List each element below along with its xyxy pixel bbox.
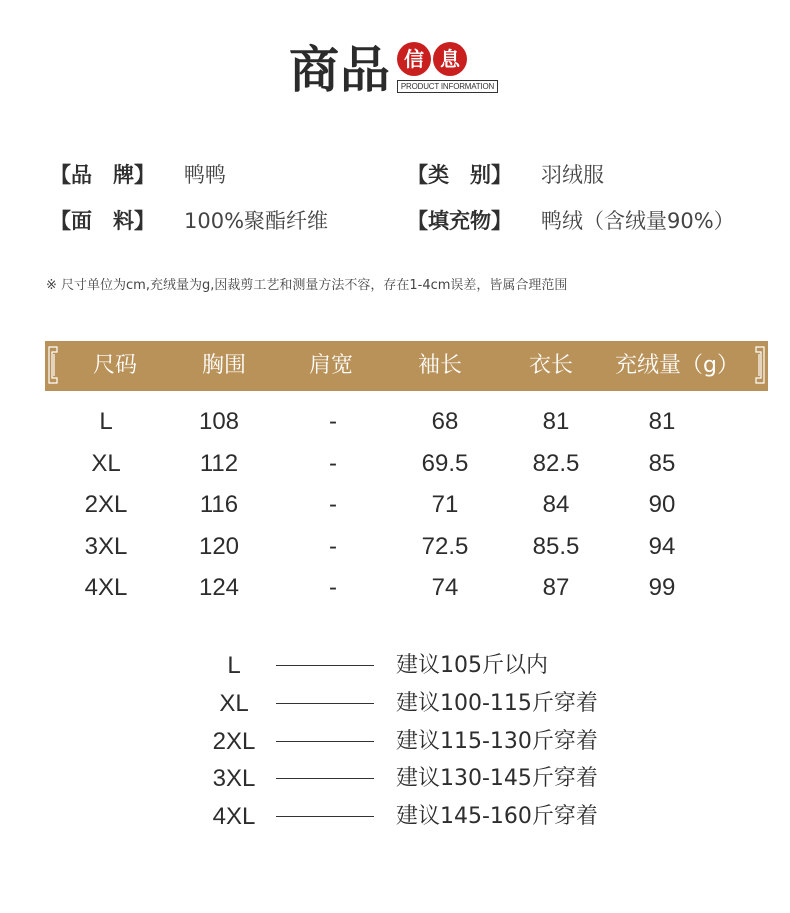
col-header-chest: 胸围 [201, 353, 246, 378]
col-header-shoulder: 肩宽 [308, 353, 353, 378]
col-header-sleeve: 袖长 [417, 353, 462, 378]
info-category-value: 羽绒服 [541, 163, 604, 187]
title-badge-1: 信 [397, 42, 431, 76]
col-header-length: 衣长 [528, 353, 573, 378]
col-header-down-fill: 充绒量（g） [615, 353, 739, 378]
table-cell: 116 [199, 491, 239, 518]
table-cell: 81 [648, 408, 676, 435]
table-cell: 2XL [84, 491, 128, 518]
table-cell: 81 [542, 408, 570, 435]
title-badge-2: 息 [433, 42, 467, 76]
subtitle-en: PRODUCT INFORMATION [397, 80, 498, 93]
table-cell: 71 [431, 491, 459, 518]
recommendation-text: 建议100-115斤穿着 [396, 691, 598, 716]
table-cell: 90 [648, 491, 676, 518]
table-cell: 84 [542, 491, 570, 518]
recommendation-size: 3XL [212, 765, 256, 792]
table-cell: 99 [648, 574, 676, 601]
info-fabric-value: 100%聚酯纤维 [184, 209, 329, 233]
size-table-header [45, 341, 768, 391]
table-cell: 68 [431, 408, 459, 435]
table-cell: XL [91, 450, 121, 477]
recommendation-text: 建议105斤以内 [396, 653, 548, 678]
table-cell: 85.5 [532, 533, 580, 560]
table-cell: 74 [431, 574, 459, 601]
recommendation-text: 建议115-130斤穿着 [396, 729, 598, 754]
table-cell: - [329, 491, 337, 518]
table-cell: 124 [198, 574, 240, 601]
table-cell: 94 [648, 533, 676, 560]
info-filling-value: 鸭绒（含绒量90%） [541, 209, 735, 233]
table-cell: 112 [199, 450, 239, 477]
table-cell: 72.5 [421, 533, 469, 560]
info-category-label: 【类 别】 [407, 163, 512, 187]
table-cell: - [329, 408, 337, 435]
recommendation-text: 建议145-160斤穿着 [396, 804, 598, 829]
fret-ornament-right-icon [755, 346, 765, 384]
recommendation-size: 4XL [212, 803, 256, 830]
table-cell: 120 [198, 533, 240, 560]
page-title: 商品 [289, 41, 391, 99]
recommendation-size: L [227, 652, 241, 679]
table-cell: L [99, 408, 113, 435]
size-note: ※ 尺寸单位为cm,充绒量为g,因裁剪工艺和测量方法不容，存在1-4cm误差，皆属合理范围 [46, 278, 568, 293]
info-filling-label: 【填充物】 [407, 209, 512, 233]
table-cell: 3XL [84, 533, 128, 560]
recommendation-divider [276, 665, 374, 666]
recommendation-divider [276, 778, 374, 779]
recommendation-divider [276, 703, 374, 704]
info-brand-value: 鸭鸭 [184, 163, 226, 187]
info-brand-label: 【品 牌】 [50, 163, 155, 187]
fret-ornament-left-icon [48, 346, 58, 384]
recommendation-divider [276, 741, 374, 742]
table-cell: - [329, 574, 337, 601]
table-cell: 4XL [84, 574, 128, 601]
recommendation-divider [276, 816, 374, 817]
recommendation-size: 2XL [212, 728, 256, 755]
recommendation-text: 建议130-145斤穿着 [396, 766, 598, 791]
table-cell: 82.5 [532, 450, 580, 477]
col-header-size: 尺码 [92, 353, 137, 378]
table-cell: - [329, 533, 337, 560]
info-fabric-label: 【面 料】 [50, 209, 155, 233]
table-cell: 85 [648, 450, 676, 477]
recommendation-size: XL [219, 690, 249, 717]
table-cell: 108 [198, 408, 240, 435]
table-cell: 87 [542, 574, 570, 601]
table-cell: - [329, 450, 337, 477]
table-cell: 69.5 [421, 450, 469, 477]
